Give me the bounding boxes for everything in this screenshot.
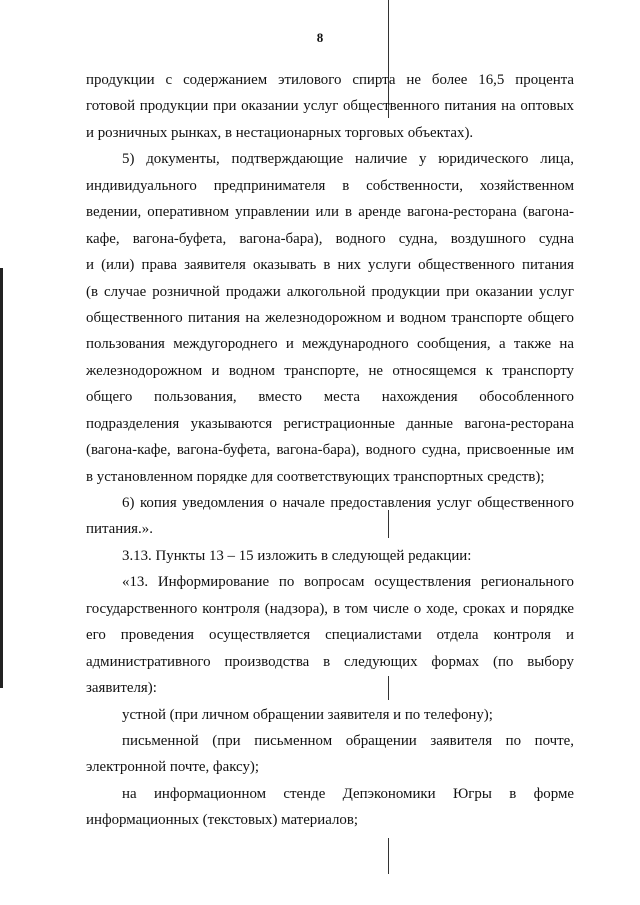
text-line: информационных (текстовых) материалов; xyxy=(86,812,359,829)
text-line: продукции с содержанием этилового спирта не более 16,5 процента xyxy=(86,72,574,88)
text-line: заявителя): xyxy=(86,680,157,697)
text-line: общественного питания на железнодорожном и водном транспорте общего xyxy=(86,309,574,326)
text-line: (вагона-кафе, вагона-буфета, вагона-бара), водного судна, присвоенные им xyxy=(86,442,574,459)
text-line: 6) копия уведомления о начале предоставления услуг общественного xyxy=(122,495,574,511)
text-line: питания.». xyxy=(86,521,153,538)
text-line: устной (при личном обращении заявителя и по телефону); xyxy=(122,706,493,723)
text-line: его проведения осуществляется специалистами отдела контроля и xyxy=(86,627,574,644)
page-number: 8 xyxy=(316,30,324,45)
paragraph xyxy=(86,67,574,146)
text-line: (в случае розничной продажи алкогольной продукции при оказании услуг xyxy=(86,283,574,300)
paragraph xyxy=(86,728,574,781)
text-line: письменной (при письменном обращении заявителя по почте, xyxy=(122,732,574,749)
scan-mark-bottom xyxy=(388,838,389,874)
paragraph xyxy=(86,702,574,728)
text-line: и розничных рынках, в нестационарных торговых объектах). xyxy=(86,124,474,141)
paragraph xyxy=(86,490,574,543)
text-line: железнодорожном и водном транспорте, не относящемся к транспорту xyxy=(86,362,574,379)
text-line: «13. Информирование по вопросам осуществления регионального xyxy=(122,574,574,591)
text-line: и (или) права заявителя оказывать в них услуги общественного питания xyxy=(86,257,574,274)
text-line: государственного контроля (надзора), в том числе о ходе, сроках и порядке xyxy=(86,600,574,617)
paragraph xyxy=(86,569,574,701)
text-line: готовой продукции при оказании услуг общественного питания на оптовых xyxy=(86,98,574,115)
paragraph xyxy=(86,781,574,834)
text-line: 5) документы, подтверждающие наличие у юридического лица, xyxy=(122,151,574,168)
text-line: административного производства в следующих формах (по выбору xyxy=(86,653,574,670)
text-line: 3.13. Пункты 13 – 15 изложить в следующей редакции: xyxy=(122,547,472,564)
document-body xyxy=(86,67,574,834)
paragraph xyxy=(86,543,574,569)
text-line: индивидуального предпринимателя в собственности, хозяйственном xyxy=(86,177,574,194)
text-line: пользования междугороднего и международного сообщения, а также на xyxy=(86,336,574,353)
text-line: электронной почте, факсу); xyxy=(86,759,260,776)
scan-edge-bar xyxy=(0,268,3,688)
text-line: в установленном порядке для соответствующих транспортных средств); xyxy=(86,468,545,485)
text-line: общего пользования, вместо места нахождения обособленного xyxy=(86,389,574,406)
paragraph xyxy=(86,146,574,490)
text-line: кафе, вагона-буфета, вагона-бара), водного судна, воздушного судна xyxy=(86,230,574,247)
text-line: ведении, оперативном управлении или в аренде вагона-ресторана (вагона- xyxy=(86,204,574,221)
text-line: на информационном стенде Депэкономики Югры в форме xyxy=(122,785,574,802)
text-line: подразделения указываются регистрационные данные вагона-ресторана xyxy=(86,415,574,432)
